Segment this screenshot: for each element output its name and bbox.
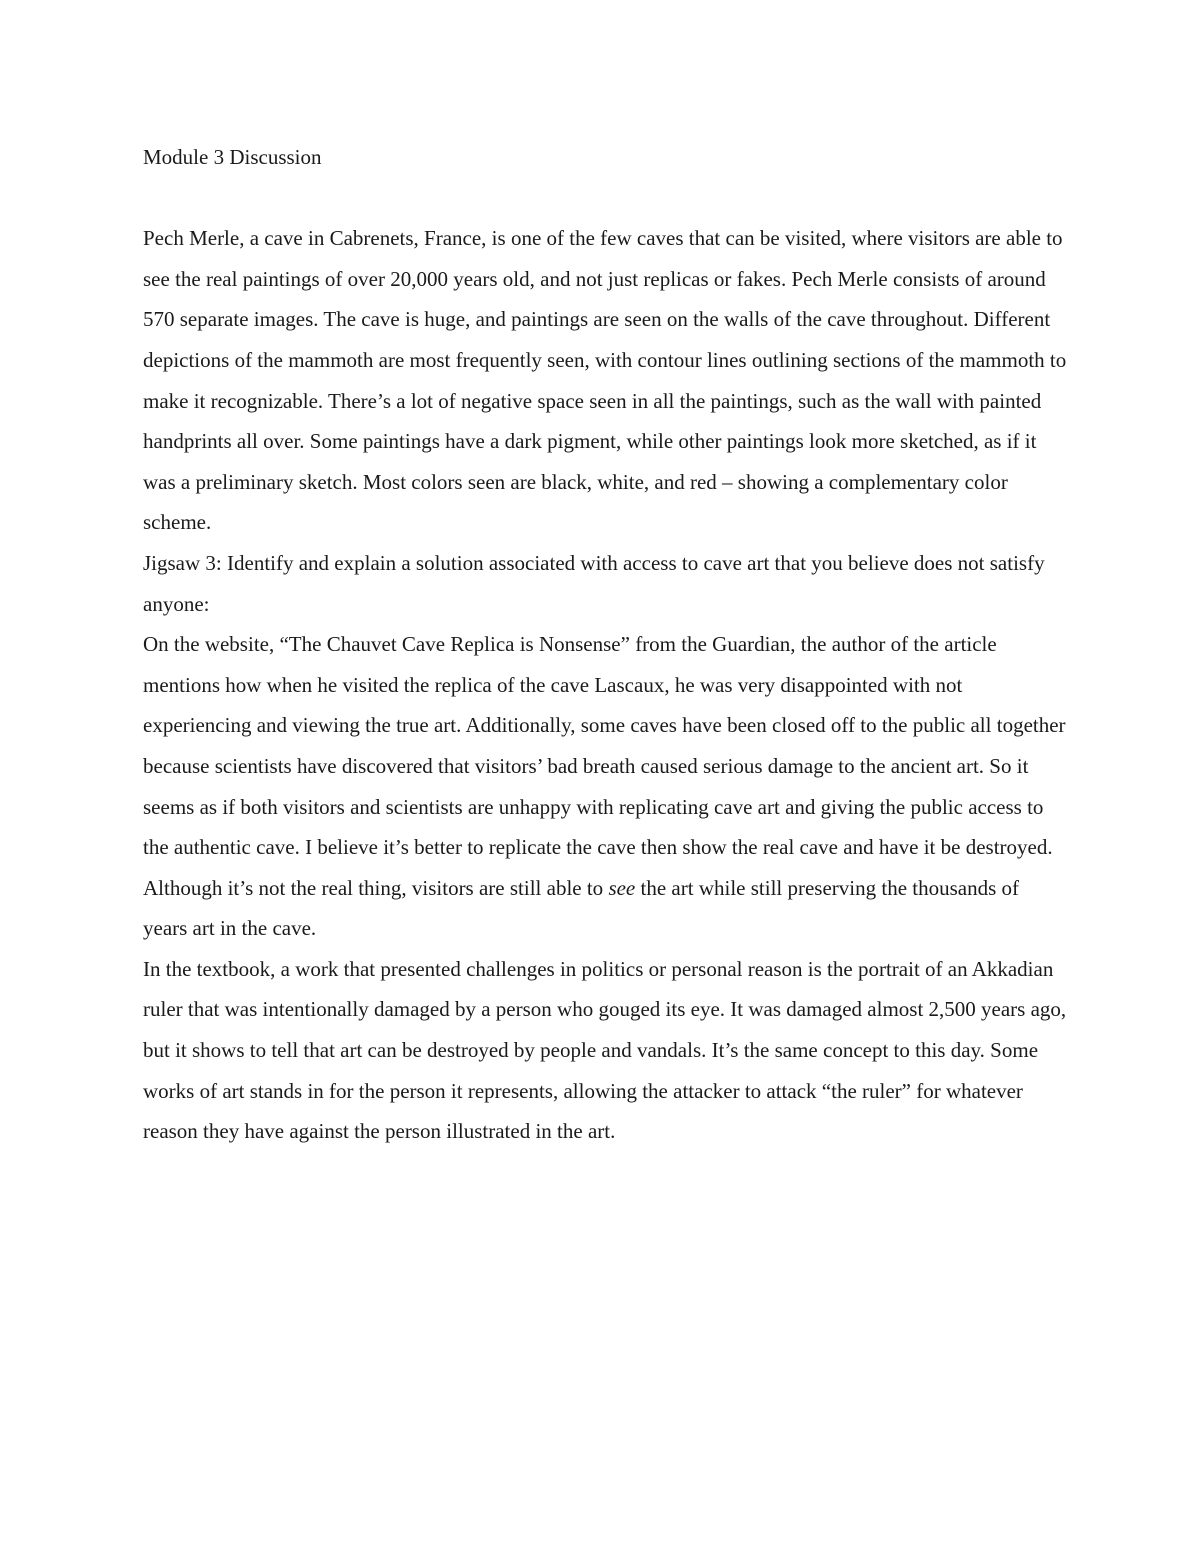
paragraph-pech-merle: Pech Merle, a cave in Cabrenets, France, is one of the few caves that can be visited, where visitors are able to see the real paintings of over 20,000 years old, and not just replicas or fakes. Pech Merle consists of around 570 separate images. The cave is huge, and paintings are seen on the walls of the cave throughout. Different depictions of the mammoth are most frequently seen, with contour lines outlining sections of the mammoth to make it recognizable. There’s a lot of negative space seen in all the paintings, such as the wall with painted handprints all over. Some paintings have a dark pigment, while other paintings look more sketched, as if it was a preliminary sketch. Most colors seen are black, white, and red – showing a complementary color scheme. [143, 226, 1067, 535]
paragraph-akkadian-ruler: In the textbook, a work that presented challenges in politics or personal reason is the portrait of an Akkadian ruler that was intentionally damaged by a person who gouged its eye. It was damaged almost 2,500 years ago, but it shows to tell that art can be destroyed by people and vandals. It’s the same concept to this day. Some works of art stands in for the person it represents, allowing the attacker to attack “the ruler” for whatever reason they have against the person illustrated in the art. [143, 956, 1067, 1144]
paragraph-chauvet-replica [143, 624, 1068, 949]
italic-word: see [608, 875, 636, 900]
document-body [143, 137, 1068, 1152]
jigsaw-prompt: Jigsaw 3: Identify and explain a solution associated with access to cave art that you believe does not satisfy anyone: [143, 550, 1045, 616]
paragraph-text-end: the art while still preserving the thousands of years art in the cave. [143, 875, 1020, 941]
paragraph-text-start: On the website, “The Chauvet Cave Replica is Nonsense” from the Guardian, the author of the article mentions how when he visited the replica of the cave Lascaux, he was very disappointed with not experiencing and viewing the true art. Additionally, some caves have been closed off to the public all together because scientists have discovered that visitors’ bad breath caused serious damage to the ancient art. So it seems as if both visitors and scientists are unhappy with replicating cave art and giving the public access to the authentic cave. I believe it’s better to replicate the cave then show the real cave and have it be destroyed. Although it’s not the real thing, visitors are still able to [143, 632, 1066, 900]
document-title: Module 3 Discussion [143, 145, 322, 169]
